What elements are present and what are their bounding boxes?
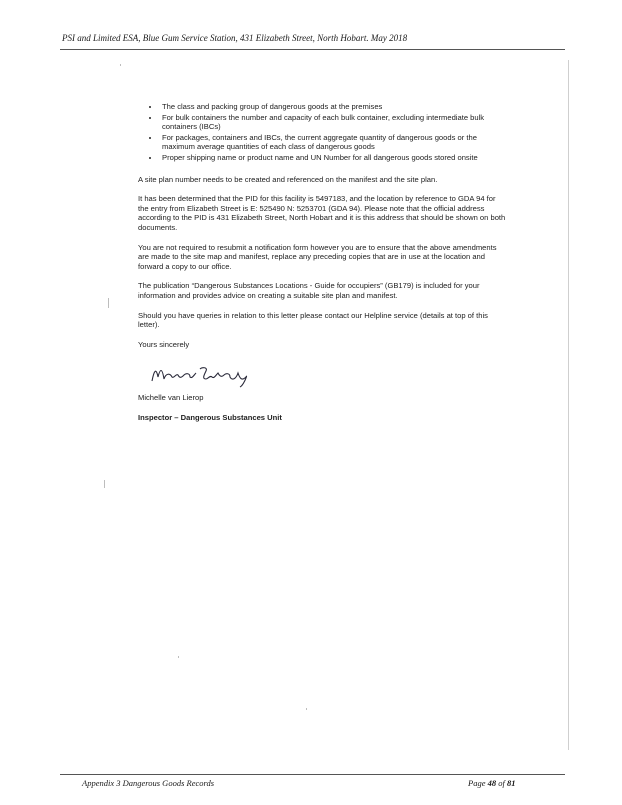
page-number: Page 48 of 81 <box>468 778 516 788</box>
signer-name: Michelle van Lierop <box>138 393 204 403</box>
scan-edge-line <box>568 60 569 750</box>
header-divider <box>60 49 565 50</box>
letter-body <box>138 102 508 432</box>
paragraph-publication: The publication “Dangerous Substances Locations - Guide for occupiers” (GB179) is included for your information and provides advice on creating a suitable site plan and manifest. <box>138 281 480 300</box>
page-header: PSI and Limited ESA, Blue Gum Service Station, 431 Elizabeth Street, North Hobart. May 2018 <box>62 33 408 43</box>
list-item: • The class and packing group of dangerous goods at the premises <box>160 102 508 112</box>
list-item: • For packages, containers and IBCs, the current aggregate quantity of dangerous goods or the maximum average quantities of each class of dangerous goods <box>160 133 508 152</box>
footer-divider <box>60 774 565 775</box>
list-item: • Proper shipping name or product name and UN Number for all dangerous goods stored onsite <box>160 153 508 163</box>
signature <box>146 359 508 389</box>
paragraph-site-plan: A site plan number needs to be created and referenced on the manifest and the site plan. <box>138 174 438 184</box>
closing: Yours sincerely <box>138 339 190 349</box>
paragraph-queries: Should you have queries in relation to this letter please contact our Helpline service (details at top of this letter). <box>138 310 488 330</box>
footer-appendix: Appendix 3 Dangerous Goods Records <box>82 778 215 788</box>
paragraph-notification: You are not required to resubmit a notification form however you are to ensure that the above amendments are made to the site map and manifest, replace any preceding copies that are in use at the location and forward a copy to our office. <box>138 242 497 271</box>
signer-title: Inspector – Dangerous Substances Unit <box>138 412 282 422</box>
list-item: • For bulk containers the number and capacity of each bulk container, excluding intermediate bulk containers (IBCs) <box>160 113 508 132</box>
requirements-list <box>138 102 508 163</box>
paragraph-pid: It has been determined that the PID for this facility is 5497183, and the location by reference to GDA 94 for the entry from Elizabeth Street is E: 525490 N: 5253701 (GDA 94). Please note that the official address according to the PID is 431 Elizabeth Street, North Hobart and it is this address that should be shown on both documents. <box>138 194 506 232</box>
